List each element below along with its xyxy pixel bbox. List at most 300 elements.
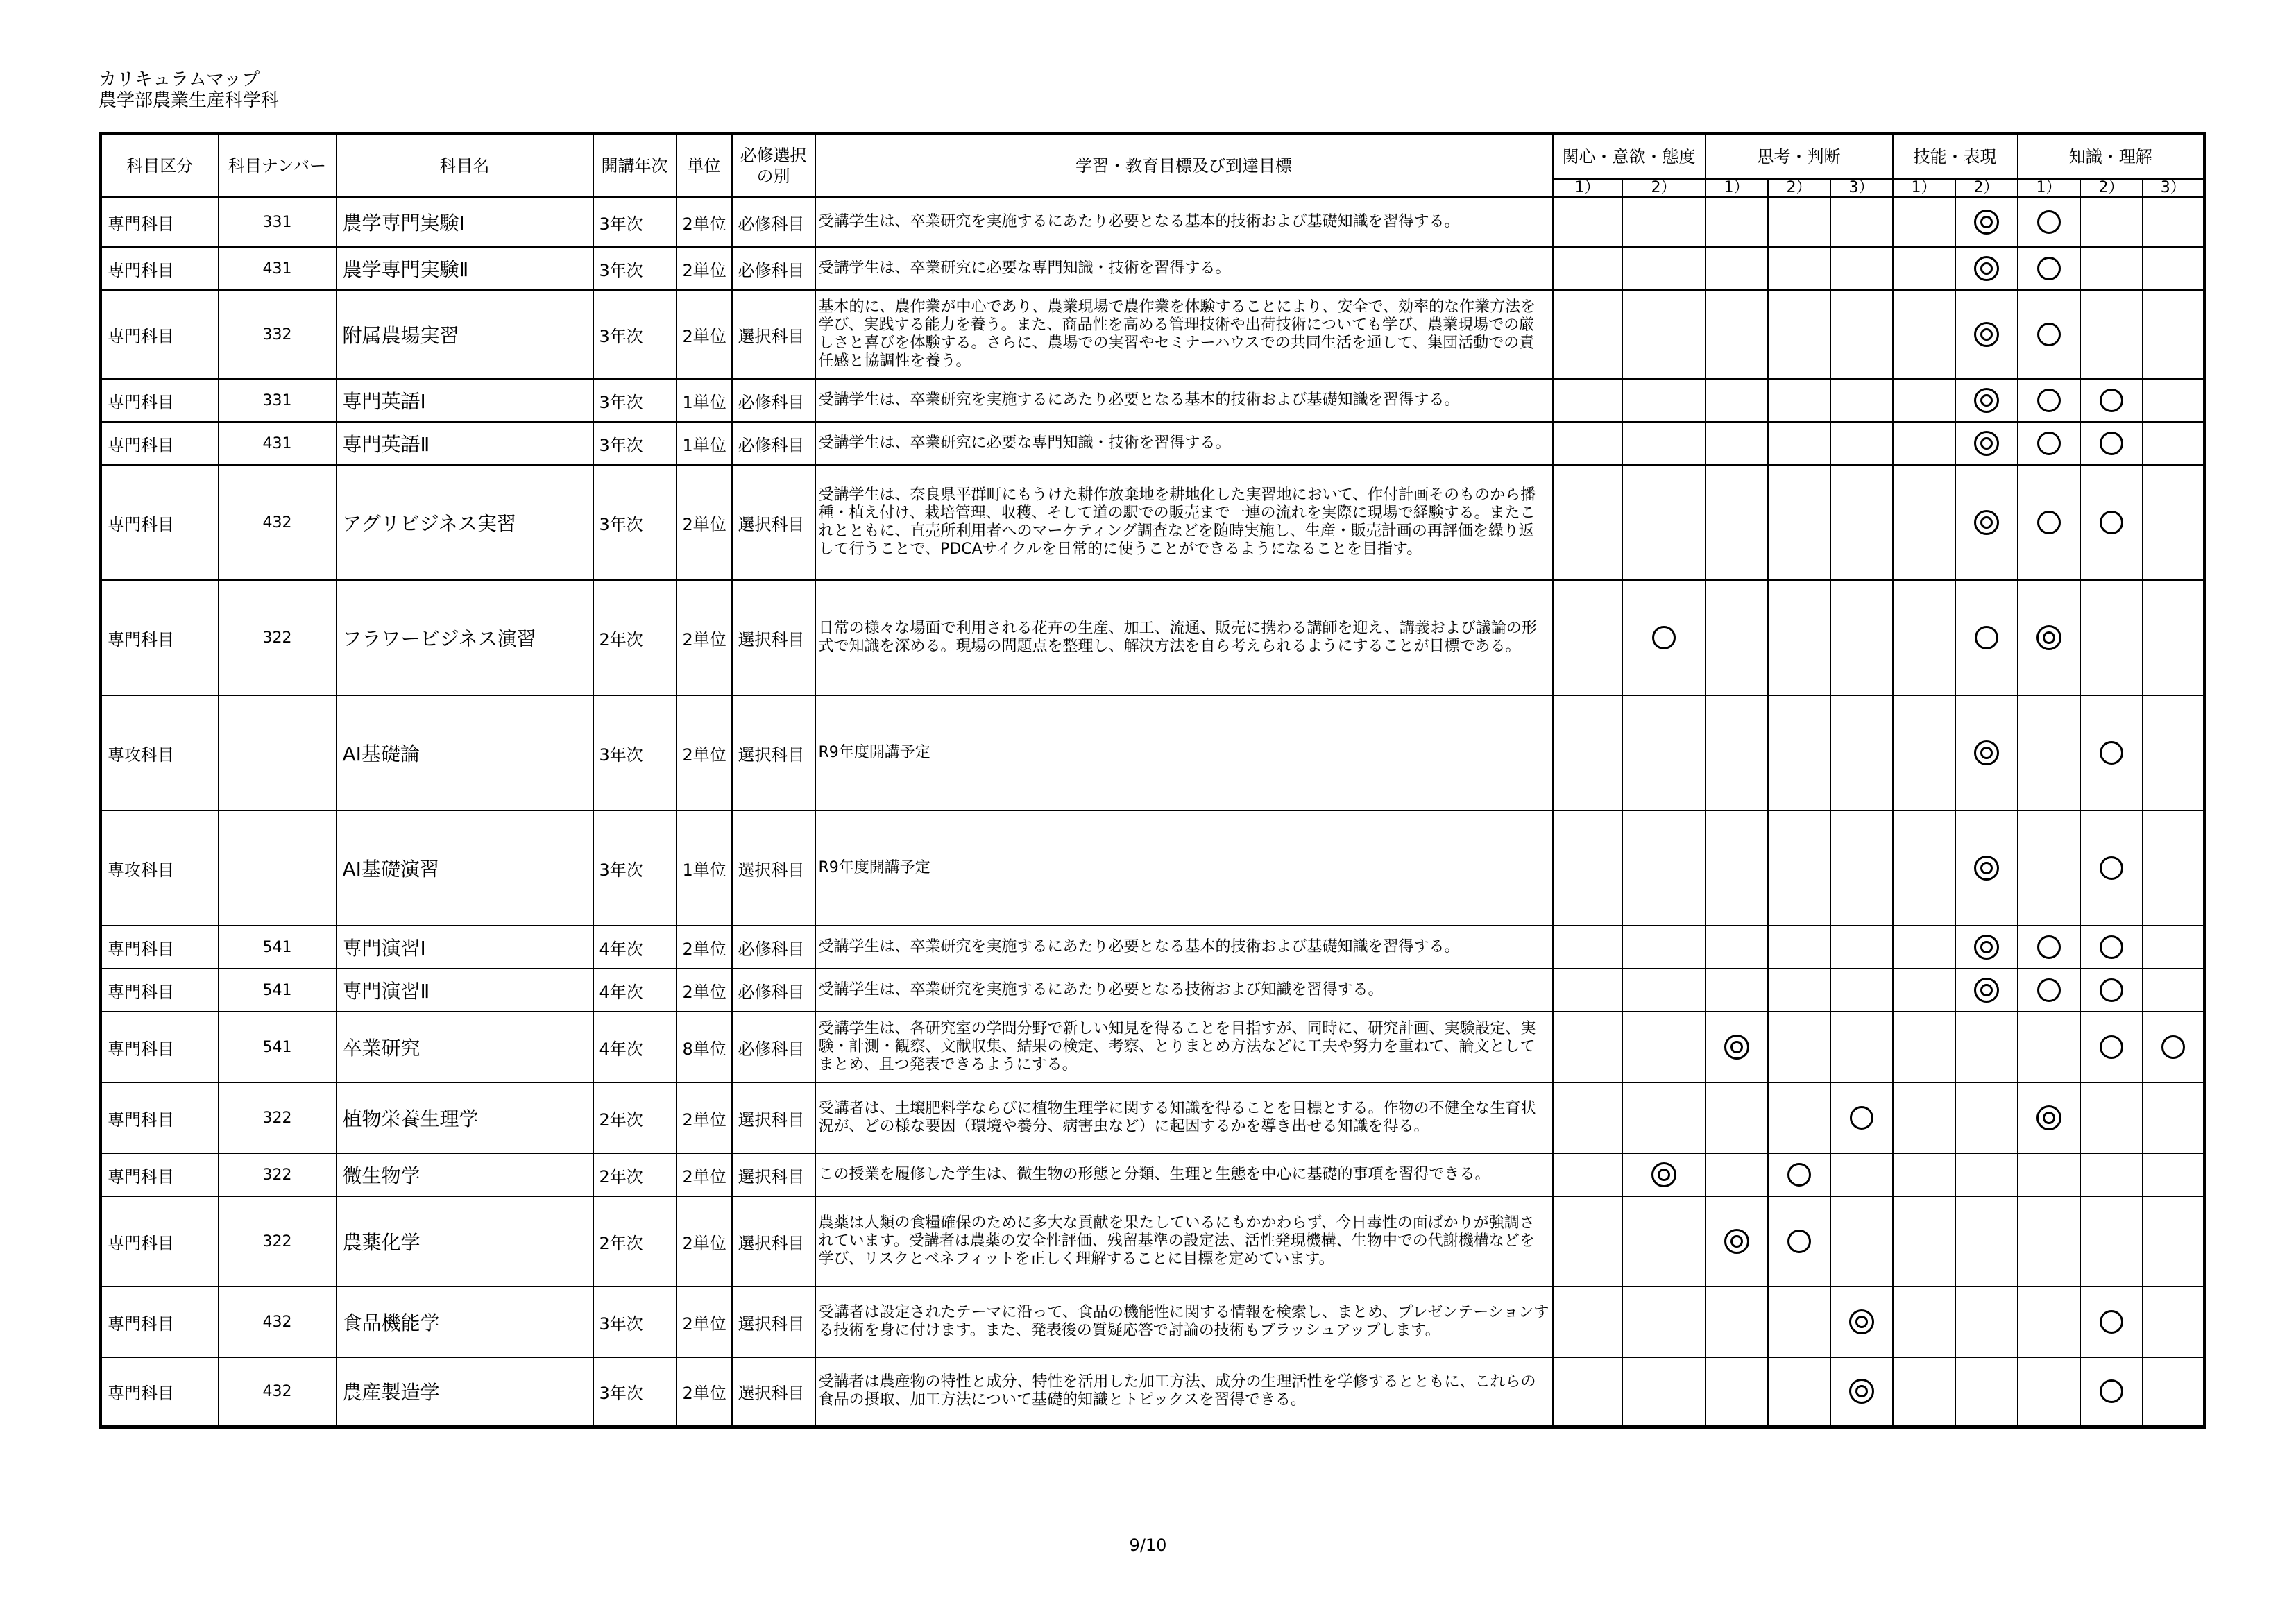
cell-number: 331	[219, 197, 337, 247]
cell-mark	[1553, 1082, 1622, 1153]
cell-mark	[2018, 1082, 2080, 1153]
header-credits: 単位	[677, 134, 732, 198]
cell-credits: 2単位	[677, 290, 732, 379]
cell-mark	[1768, 695, 1830, 810]
cell-year: 3年次	[593, 810, 677, 926]
cell-mark	[2080, 290, 2143, 379]
cell-mark	[1830, 810, 1893, 926]
cell-objective: R9年度開講予定	[815, 695, 1553, 810]
cell-category: 専門科目	[101, 290, 219, 379]
cell-mark	[2080, 1153, 2143, 1196]
cell-mark	[2080, 580, 2143, 695]
cell-year: 2年次	[593, 1082, 677, 1153]
cell-mark	[1553, 1286, 1622, 1357]
sub-header: 1）	[2018, 179, 2080, 197]
cell-requirement: 必修科目	[732, 1012, 815, 1082]
cell-mark	[2143, 1012, 2205, 1082]
table-row	[101, 1357, 2205, 1427]
cell-credits: 2単位	[677, 465, 732, 580]
cell-number: 431	[219, 247, 337, 290]
cell-requirement: 選択科目	[732, 1357, 815, 1427]
table-row	[101, 422, 2205, 465]
cell-mark	[1768, 290, 1830, 379]
double-circle-mark-icon	[1974, 978, 1999, 1003]
cell-mark	[2143, 247, 2205, 290]
cell-mark	[1553, 379, 1622, 422]
cell-mark	[1622, 1012, 1706, 1082]
cell-number: 432	[219, 1357, 337, 1427]
cell-credits: 2単位	[677, 1196, 732, 1286]
cell-number: 322	[219, 580, 337, 695]
header-group-skills: 技能・表現	[1893, 134, 2018, 180]
header-objective: 学習・教育目標及び到達目標	[815, 134, 1553, 198]
cell-objective: 日常の様々な場面で利用される花卉の生産、加工、流通、販売に携わる講師を迎え、講義および議論の形式で知識を深める。現場の問題点を整理し、解決方法を自ら考えられるようにすることが目標である。	[815, 580, 1553, 695]
cell-mark	[2143, 1357, 2205, 1427]
cell-mark	[1622, 810, 1706, 926]
double-circle-mark-icon	[2036, 625, 2061, 650]
table-row	[101, 695, 2205, 810]
cell-requirement: 必修科目	[732, 379, 815, 422]
cell-course-name: 農学専門実験Ⅰ	[337, 197, 593, 247]
cell-mark	[2018, 422, 2080, 465]
cell-credits: 2単位	[677, 580, 732, 695]
cell-mark	[1768, 1357, 1830, 1427]
cell-mark	[1768, 1286, 1830, 1357]
cell-mark	[1706, 580, 1768, 695]
cell-mark	[1553, 197, 1622, 247]
cell-mark	[1706, 290, 1768, 379]
cell-requirement: 必修科目	[732, 247, 815, 290]
cell-mark	[1830, 422, 1893, 465]
cell-mark	[1955, 465, 2018, 580]
cell-mark	[2080, 247, 2143, 290]
circle-mark-icon	[2037, 978, 2061, 1002]
header-group-thinking: 思考・判断	[1706, 134, 1893, 180]
cell-mark	[1622, 247, 1706, 290]
cell-credits: 1単位	[677, 379, 732, 422]
cell-category: 専門科目	[101, 422, 219, 465]
cell-year: 2年次	[593, 1196, 677, 1286]
table-row	[101, 1082, 2205, 1153]
cell-mark	[1830, 290, 1893, 379]
header-number: 科目ナンバー	[219, 134, 337, 198]
sub-header: 1）	[1553, 179, 1622, 197]
double-circle-mark-icon	[1974, 431, 1999, 456]
cell-credits: 1単位	[677, 422, 732, 465]
cell-objective: 受講学生は、卒業研究に必要な専門知識・技術を習得する。	[815, 422, 1553, 465]
cell-credits: 1単位	[677, 810, 732, 926]
cell-objective: 受講学生は、卒業研究を実施するにあたり必要となる基本的技術および基礎知識を習得する。	[815, 197, 1553, 247]
cell-mark	[1768, 810, 1830, 926]
table-row	[101, 1012, 2205, 1082]
cell-mark	[1830, 465, 1893, 580]
cell-mark	[1706, 926, 1768, 969]
cell-mark	[1893, 1286, 1955, 1357]
header-year: 開講年次	[593, 134, 677, 198]
cell-year: 3年次	[593, 465, 677, 580]
circle-mark-icon	[2161, 1035, 2185, 1059]
table-row	[101, 1196, 2205, 1286]
cell-mark	[2143, 422, 2205, 465]
circle-mark-icon	[2100, 389, 2123, 412]
cell-course-name: 微生物学	[337, 1153, 593, 1196]
circle-mark-icon	[2100, 856, 2123, 880]
cell-category: 専門科目	[101, 379, 219, 422]
cell-requirement: 選択科目	[732, 1196, 815, 1286]
cell-mark	[1622, 197, 1706, 247]
cell-course-name: アグリビジネス実習	[337, 465, 593, 580]
cell-mark	[1955, 1012, 2018, 1082]
cell-mark	[2143, 580, 2205, 695]
cell-mark	[2018, 465, 2080, 580]
cell-mark	[1955, 247, 2018, 290]
header-category: 科目区分	[101, 134, 219, 198]
cell-mark	[1893, 1082, 1955, 1153]
cell-mark	[1553, 969, 1622, 1012]
cell-mark	[1955, 422, 2018, 465]
cell-course-name: 専門演習Ⅰ	[337, 926, 593, 969]
cell-mark	[1893, 1153, 1955, 1196]
cell-mark	[1768, 580, 1830, 695]
cell-credits: 2単位	[677, 247, 732, 290]
cell-mark	[1706, 1196, 1768, 1286]
header-requirement: 必修選択の別	[732, 134, 815, 198]
cell-mark	[1622, 926, 1706, 969]
cell-year: 3年次	[593, 379, 677, 422]
cell-year: 3年次	[593, 1357, 677, 1427]
cell-mark	[1768, 1153, 1830, 1196]
cell-mark	[1830, 1153, 1893, 1196]
cell-number: 431	[219, 422, 337, 465]
cell-mark	[1622, 695, 1706, 810]
table-row	[101, 969, 2205, 1012]
cell-requirement: 選択科目	[732, 1082, 815, 1153]
cell-mark	[1830, 580, 1893, 695]
cell-credits: 2単位	[677, 197, 732, 247]
cell-mark	[1553, 422, 1622, 465]
cell-requirement: 必修科目	[732, 969, 815, 1012]
cell-mark	[2018, 290, 2080, 379]
cell-category: 専門科目	[101, 580, 219, 695]
cell-mark	[2080, 1357, 2143, 1427]
cell-year: 2年次	[593, 580, 677, 695]
cell-category: 専攻科目	[101, 810, 219, 926]
cell-credits: 2単位	[677, 1286, 732, 1357]
circle-mark-icon	[2100, 511, 2123, 534]
double-circle-mark-icon	[1974, 510, 1999, 535]
cell-requirement: 選択科目	[732, 1286, 815, 1357]
cell-credits: 2単位	[677, 969, 732, 1012]
cell-course-name: 附属農場実習	[337, 290, 593, 379]
cell-requirement: 必修科目	[732, 197, 815, 247]
cell-category: 専門科目	[101, 247, 219, 290]
cell-year: 4年次	[593, 969, 677, 1012]
cell-mark	[1893, 247, 1955, 290]
cell-mark	[1553, 247, 1622, 290]
cell-mark	[1553, 1012, 1622, 1082]
double-circle-mark-icon	[1974, 740, 1999, 765]
cell-category: 専門科目	[101, 1357, 219, 1427]
cell-mark	[1955, 695, 2018, 810]
cell-mark	[2080, 422, 2143, 465]
cell-credits: 2単位	[677, 1357, 732, 1427]
cell-year: 3年次	[593, 247, 677, 290]
cell-requirement: 選択科目	[732, 465, 815, 580]
table-row	[101, 810, 2205, 926]
cell-mark	[1893, 580, 1955, 695]
cell-number: 541	[219, 1012, 337, 1082]
double-circle-mark-icon	[1974, 388, 1999, 413]
cell-course-name: AI基礎論	[337, 695, 593, 810]
cell-mark	[1553, 810, 1622, 926]
cell-category: 専門科目	[101, 1153, 219, 1196]
cell-number: 331	[219, 379, 337, 422]
circle-mark-icon	[2100, 978, 2123, 1002]
cell-mark	[1955, 1082, 2018, 1153]
table-row	[101, 1153, 2205, 1196]
cell-mark	[2143, 197, 2205, 247]
cell-mark	[2018, 1357, 2080, 1427]
cell-mark	[1706, 247, 1768, 290]
cell-requirement: 選択科目	[732, 695, 815, 810]
cell-objective: 受講者は設定されたテーマに沿って、食品の機能性に関する情報を検索し、まとめ、プレゼンテーションする技術を身に付けます。また、発表後の質疑応答で討論の技術もブラッシュアップします。	[815, 1286, 1553, 1357]
double-circle-mark-icon	[2036, 1105, 2061, 1130]
cell-objective: 受講学生は、各研究室の学問分野で新しい知見を得ることを目指すが、同時に、研究計画、実験設定、実験・計測・観察、文献収集、結果の検定、考察、とりまとめ方法などに工夫や努力を重ねて、論文としてまとめ、且つ発表できるようにする。	[815, 1012, 1553, 1082]
cell-mark	[1955, 197, 2018, 247]
cell-mark	[1955, 1357, 2018, 1427]
cell-mark	[1622, 1286, 1706, 1357]
cell-mark	[2018, 247, 2080, 290]
cell-course-name: 農産製造学	[337, 1357, 593, 1427]
cell-mark	[1955, 379, 2018, 422]
cell-mark	[1893, 197, 1955, 247]
cell-number: 541	[219, 969, 337, 1012]
cell-mark	[1830, 247, 1893, 290]
cell-requirement: 選択科目	[732, 1153, 815, 1196]
sub-header: 2）	[1955, 179, 2018, 197]
cell-mark	[1830, 379, 1893, 422]
cell-mark	[1893, 695, 1955, 810]
cell-credits: 2単位	[677, 1153, 732, 1196]
circle-mark-icon	[1652, 626, 1676, 649]
cell-mark	[2143, 290, 2205, 379]
cell-course-name: 食品機能学	[337, 1286, 593, 1357]
cell-mark	[2018, 1196, 2080, 1286]
cell-mark	[1622, 290, 1706, 379]
cell-mark	[1706, 1153, 1768, 1196]
circle-mark-icon	[2100, 1310, 2123, 1334]
cell-mark	[1706, 969, 1768, 1012]
cell-course-name: 植物栄養生理学	[337, 1082, 593, 1153]
table-row	[101, 379, 2205, 422]
sub-header: 2）	[1622, 179, 1706, 197]
cell-number: 332	[219, 290, 337, 379]
cell-mark	[2018, 379, 2080, 422]
cell-mark	[2080, 810, 2143, 926]
cell-year: 3年次	[593, 290, 677, 379]
cell-year: 4年次	[593, 1012, 677, 1082]
curriculum-map-table	[99, 132, 2206, 1429]
sub-header: 2）	[2080, 179, 2143, 197]
table-row	[101, 580, 2205, 695]
cell-mark	[1830, 969, 1893, 1012]
sub-header: 1）	[1893, 179, 1955, 197]
cell-mark	[1622, 969, 1706, 1012]
cell-requirement: 必修科目	[732, 926, 815, 969]
circle-mark-icon	[2037, 432, 2061, 455]
double-circle-mark-icon	[1651, 1162, 1676, 1187]
cell-mark	[1893, 926, 1955, 969]
double-circle-mark-icon	[1974, 210, 1999, 235]
cell-mark	[1955, 580, 2018, 695]
cell-mark	[1893, 465, 1955, 580]
cell-requirement: 選択科目	[732, 810, 815, 926]
cell-year: 4年次	[593, 926, 677, 969]
cell-mark	[1955, 810, 2018, 926]
cell-credits: 2単位	[677, 926, 732, 969]
cell-mark	[1893, 810, 1955, 926]
cell-mark	[2143, 379, 2205, 422]
cell-number: 322	[219, 1082, 337, 1153]
cell-mark	[2080, 379, 2143, 422]
cell-number: 322	[219, 1153, 337, 1196]
cell-mark	[1553, 695, 1622, 810]
cell-course-name: フラワービジネス演習	[337, 580, 593, 695]
cell-mark	[1768, 926, 1830, 969]
cell-mark	[2080, 1196, 2143, 1286]
cell-mark	[1553, 465, 1622, 580]
cell-requirement: 選択科目	[732, 290, 815, 379]
cell-mark	[2143, 465, 2205, 580]
cell-mark	[1706, 1286, 1768, 1357]
cell-mark	[1622, 1082, 1706, 1153]
cell-mark	[1768, 247, 1830, 290]
circle-mark-icon	[2100, 741, 2123, 765]
cell-mark	[1955, 1153, 2018, 1196]
cell-mark	[1706, 465, 1768, 580]
cell-year: 3年次	[593, 695, 677, 810]
cell-course-name: 卒業研究	[337, 1012, 593, 1082]
cell-year: 2年次	[593, 1153, 677, 1196]
cell-mark	[2143, 1286, 2205, 1357]
cell-objective: 受講者は農産物の特性と成分、特性を活用した加工方法、成分の生理活性を学修するとともに、これらの食品の摂取、加工方法について基礎的知識とトピックスを習得できる。	[815, 1357, 1553, 1427]
circle-mark-icon	[2100, 432, 2123, 455]
cell-objective: 受講学生は、卒業研究を実施するにあたり必要となる基本的技術および基礎知識を習得する。	[815, 379, 1553, 422]
cell-number	[219, 695, 337, 810]
cell-objective: 農薬は人類の食糧確保のために多大な貢献を果たしているにもかかわらず、今日毒性の面ばかりが強調されています。受講者は農薬の安全性評価、残留基準の設定法、活性発現機構、生物中での代謝機構などを学び、リスクとベネフィットを正しく理解することに目標を定めています。	[815, 1196, 1553, 1286]
cell-mark	[1830, 1012, 1893, 1082]
cell-mark	[1706, 1012, 1768, 1082]
cell-mark	[2080, 926, 2143, 969]
cell-category: 専門科目	[101, 1286, 219, 1357]
cell-mark	[1830, 1357, 1893, 1427]
cell-mark	[1706, 810, 1768, 926]
cell-mark	[1553, 1153, 1622, 1196]
circle-mark-icon	[1787, 1163, 1811, 1187]
double-circle-mark-icon	[1974, 935, 1999, 960]
cell-mark	[1893, 422, 1955, 465]
cell-mark	[1622, 1153, 1706, 1196]
sub-header: 3）	[1830, 179, 1893, 197]
cell-mark	[1622, 379, 1706, 422]
circle-mark-icon	[2037, 257, 2061, 280]
cell-mark	[1622, 465, 1706, 580]
circle-mark-icon	[2100, 1379, 2123, 1403]
cell-mark	[2080, 1286, 2143, 1357]
circle-mark-icon	[1850, 1106, 1873, 1130]
cell-objective: 受講学生は、卒業研究に必要な専門知識・技術を習得する。	[815, 247, 1553, 290]
cell-mark	[1955, 1196, 2018, 1286]
circle-mark-icon	[2037, 210, 2061, 234]
cell-category: 専門科目	[101, 969, 219, 1012]
double-circle-mark-icon	[1724, 1035, 1749, 1060]
cell-mark	[2080, 1082, 2143, 1153]
cell-mark	[2143, 1196, 2205, 1286]
table-row	[101, 1286, 2205, 1357]
cell-mark	[1768, 379, 1830, 422]
cell-mark	[1893, 379, 1955, 422]
cell-course-name: 農学専門実験Ⅱ	[337, 247, 593, 290]
cell-mark	[2018, 197, 2080, 247]
cell-category: 専門科目	[101, 1012, 219, 1082]
cell-mark	[2080, 197, 2143, 247]
sub-header: 3）	[2143, 179, 2205, 197]
cell-number: 541	[219, 926, 337, 969]
cell-mark	[1893, 1196, 1955, 1286]
cell-mark	[1830, 695, 1893, 810]
cell-mark	[2080, 695, 2143, 810]
cell-mark	[1706, 422, 1768, 465]
cell-objective: 基本的に、農作業が中心であり、農業現場で農作業を体験することにより、安全で、効率的な作業方法を学び、実践する能力を養う。また、商品性を高める管理技術や出荷技術についても学び、農業現場での厳しさと喜びを体験する。さらに、農場での実習やセミナーハウスでの共同生活を通して、集団活動での責任感と協調性を養う。	[815, 290, 1553, 379]
document-title: カリキュラムマップ	[99, 69, 260, 90]
cell-mark	[1893, 1357, 1955, 1427]
cell-category: 専攻科目	[101, 695, 219, 810]
cell-mark	[1553, 1357, 1622, 1427]
cell-mark	[2080, 465, 2143, 580]
double-circle-mark-icon	[1974, 856, 1999, 881]
header-group-interest: 関心・意欲・態度	[1553, 134, 1706, 180]
cell-objective: 受講学生は、卒業研究を実施するにあたり必要となる技術および知識を習得する。	[815, 969, 1553, 1012]
page-number: 9/10	[1129, 1536, 1167, 1555]
cell-mark	[2018, 1286, 2080, 1357]
sub-header: 2）	[1768, 179, 1830, 197]
circle-mark-icon	[1975, 626, 1998, 649]
cell-year: 3年次	[593, 422, 677, 465]
cell-mark	[2018, 969, 2080, 1012]
cell-mark	[2143, 1153, 2205, 1196]
department-name: 農学部農業生産科学科	[99, 90, 280, 111]
cell-mark	[1706, 379, 1768, 422]
cell-credits: 2単位	[677, 695, 732, 810]
cell-mark	[1768, 1082, 1830, 1153]
cell-course-name: AI基礎演習	[337, 810, 593, 926]
cell-category: 専門科目	[101, 926, 219, 969]
double-circle-mark-icon	[1849, 1309, 1874, 1334]
cell-mark	[2143, 695, 2205, 810]
cell-mark	[2143, 1082, 2205, 1153]
cell-credits: 8単位	[677, 1012, 732, 1082]
cell-mark	[1830, 1196, 1893, 1286]
cell-mark	[1706, 1082, 1768, 1153]
cell-course-name: 専門演習Ⅱ	[337, 969, 593, 1012]
cell-mark	[1553, 1196, 1622, 1286]
table-row	[101, 247, 2205, 290]
cell-mark	[1553, 926, 1622, 969]
cell-category: 専門科目	[101, 1196, 219, 1286]
cell-number	[219, 810, 337, 926]
cell-mark	[1768, 1012, 1830, 1082]
table-row	[101, 926, 2205, 969]
